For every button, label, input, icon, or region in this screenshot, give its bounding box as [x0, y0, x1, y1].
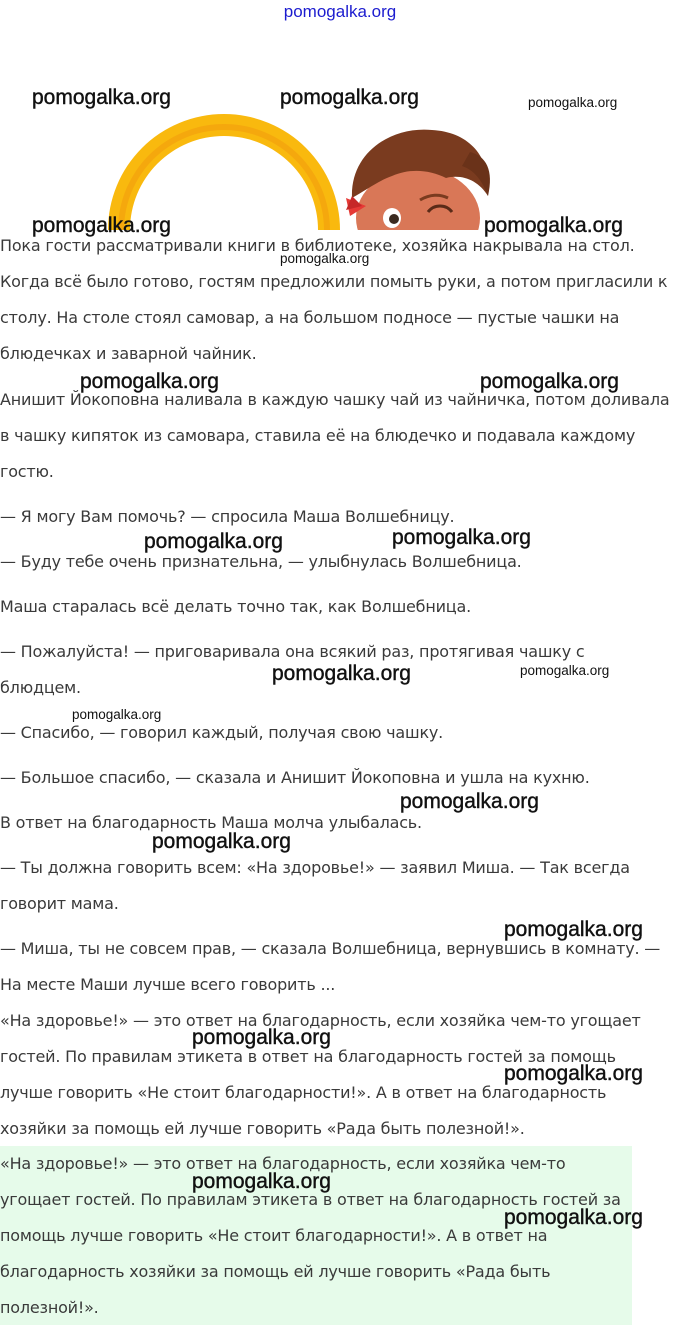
- watermark: pomogalka.org: [280, 251, 370, 266]
- watermark: pomogalka.org: [72, 707, 162, 722]
- paragraph-5: Маша старалась всё делать точно так, как Волшебница.: [0, 597, 471, 616]
- watermark: pomogalka.org: [80, 370, 219, 393]
- paragraph-1: [0, 228, 680, 372]
- illustration: [0, 100, 680, 230]
- illustration-art: [0, 100, 680, 230]
- watermark: pomogalka.org: [32, 214, 171, 237]
- site-link[interactable]: pomogalka.org: [283, 2, 397, 21]
- watermark: pomogalka.org: [504, 918, 643, 941]
- text-line: «На здоровье!» — это ответ на благодарность, если хозяйка чем-то угощает: [0, 1011, 641, 1030]
- watermark: pomogalka.org: [392, 526, 531, 549]
- text-line: хозяйки за помощь ей лучше говорить «Рада быть полезной!».: [0, 1119, 525, 1138]
- watermark: pomogalka.org: [152, 830, 291, 853]
- paragraph-8: — Большое спасибо, — сказала и Анишит Йокоповна и ушла на кухню.: [0, 768, 590, 787]
- watermark: pomogalka.org: [32, 86, 171, 109]
- text-line: «На здоровье!» — это ответ на благодарность, если хозяйка чем-то: [0, 1154, 566, 1173]
- watermark: pomogalka.org: [528, 95, 618, 110]
- text-line: — Пожалуйста! — приговаривала она всякий раз, протягивая чашку с: [0, 642, 585, 661]
- watermark: pomogalka.org: [280, 86, 419, 109]
- text-line: — Ты должна говорить всем: «На здоровье!» — заявил Миша. — Так всегда: [0, 858, 630, 877]
- watermark: pomogalka.org: [484, 214, 623, 237]
- text-line: столу. На столе стоял самовар, а на большом подносе — пустые чашки на: [0, 308, 620, 327]
- watermark: pomogalka.org: [192, 1170, 331, 1193]
- text-line: блюдцем.: [0, 678, 81, 697]
- watermark: pomogalka.org: [272, 662, 411, 685]
- rainbow-arc: [108, 114, 340, 230]
- text-line: говорит мама.: [0, 894, 119, 913]
- paragraph-3: — Я могу Вам помочь? — спросила Маша Волшебницу.: [0, 507, 455, 526]
- text-line: Пока гости рассматривали книги в библиотеке, хозяйка накрывала на стол.: [0, 236, 635, 255]
- watermark: pomogalka.org: [192, 1026, 331, 1049]
- watermark: pomogalka.org: [504, 1062, 643, 1085]
- paragraph-10: [0, 850, 680, 922]
- watermark: pomogalka.org: [480, 370, 619, 393]
- text-line: блюдечках и заварной чайник.: [0, 344, 257, 363]
- answer-text: [0, 1146, 680, 1326]
- text-line: благодарность хозяйки за помощь ей лучше говорить «Рада быть: [0, 1262, 551, 1281]
- text-line: гостю.: [0, 462, 54, 481]
- text-line: На месте Маши лучше всего говорить ...: [0, 975, 336, 994]
- paragraph-7: — Спасибо, — говорил каждый, получая свою чашку.: [0, 723, 444, 742]
- watermark: pomogalka.org: [144, 530, 283, 553]
- text-line: лучше говорить «Не стоит благодарности!». А в ответ на благодарность: [0, 1083, 607, 1102]
- paragraph-2: [0, 382, 680, 490]
- text-line: угощает гостей. По правилам этикета в ответ на благодарность гостей за: [0, 1190, 621, 1209]
- paragraph-4: — Буду тебе очень признательна, — улыбнулась Волшебница.: [0, 552, 522, 571]
- text-line: гостей. По правилам этикета в ответ на благодарность гостей за помощь: [0, 1047, 616, 1066]
- text-line: в чашку кипяток из самовара, ставила её на блюдечко и подавала каждому: [0, 426, 636, 445]
- text-line: — Миша, ты не совсем прав, — сказала Волшебница, вернувшись в комнату. —: [0, 939, 661, 958]
- watermark: pomogalka.org: [520, 663, 610, 678]
- paragraph-9: В ответ на благодарность Маша молча улыбалась.: [0, 813, 422, 832]
- text-line: помощь лучше говорить «Не стоит благодарности!». А в ответ на: [0, 1226, 548, 1245]
- text-line: Анишит Йокоповна наливала в каждую чашку чай из чайничка, потом доливала: [0, 390, 670, 409]
- watermark: pomogalka.org: [504, 1206, 643, 1229]
- watermark: pomogalka.org: [400, 790, 539, 813]
- text-line: Когда всё было готово, гостям предложили помыть руки, а потом пригласили к: [0, 272, 668, 291]
- text-line: полезной!».: [0, 1298, 99, 1317]
